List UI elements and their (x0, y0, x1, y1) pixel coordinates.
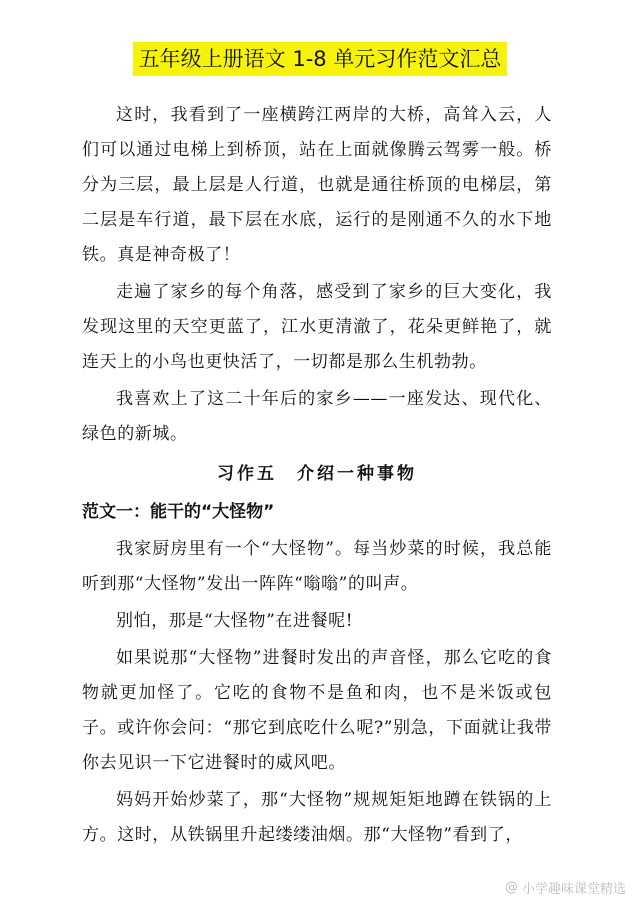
document-body (82, 98, 552, 855)
paragraph-dont-fear: 别怕，那是“大怪物”在进餐呢! (116, 611, 354, 631)
page-title: 五年级上册语文 1-8 单元习作范文汇总 (133, 42, 508, 76)
paragraph-bridge: 这时，我看到了一座横跨江两岸的大桥，高耸入云，人们可以通过电梯上到桥顶，站在上面就像腾云驾雾一般。桥分为三层，最上层是人行道，也就是通往桥顶的电梯层，第二层是车行道，最下层在水底，运行的是刚通不久的水下地铁。真是神奇极了！ (82, 105, 552, 265)
essay-subheading: 范文一：能干的“大怪物” (82, 502, 275, 522)
page-header (0, 42, 640, 76)
paragraph-intro: 我家厨房里有一个“大怪物”。每当炒菜的时候，我总能听到那“大怪物”发出一阵阵“嗡嗡”的叫声。 (82, 539, 552, 594)
paragraph-food: 如果说那“大怪物”进餐时发出的声音怪，那么它吃的食物就更加怪了。它吃的食物不是鱼和肉，也不是米饭或包子。或许你会问：“那它到底吃什么呢?”别急，下面就让我带你去见识一下它进餐时的威风吧。 (82, 648, 552, 773)
at-icon: @ (504, 880, 518, 895)
paragraph-cooking: 妈妈开始炒菜了，那“大怪物”规规矩矩地蹲在铁锅的上方。这时，从铁锅里升起缕缕油烟。那“大怪物”看到了， (82, 790, 552, 845)
watermark-text: 小学趣味课堂精选 (521, 882, 626, 897)
paragraph-conclusion: 我喜欢上了这二十年后的家乡——一座发达、现代化、绿色的新城。 (82, 389, 552, 444)
watermark (505, 878, 626, 897)
paragraph-changes: 走遍了家乡的每个角落，感受到了家乡的巨大变化，我发现这里的天空更蓝了，江水更清澈了，花朵更鲜艳了，就连天上的小鸟也更快活了，一切都是那么生机勃勃。 (82, 282, 552, 372)
section-heading: 习作五 介绍一种事物 (217, 464, 417, 484)
